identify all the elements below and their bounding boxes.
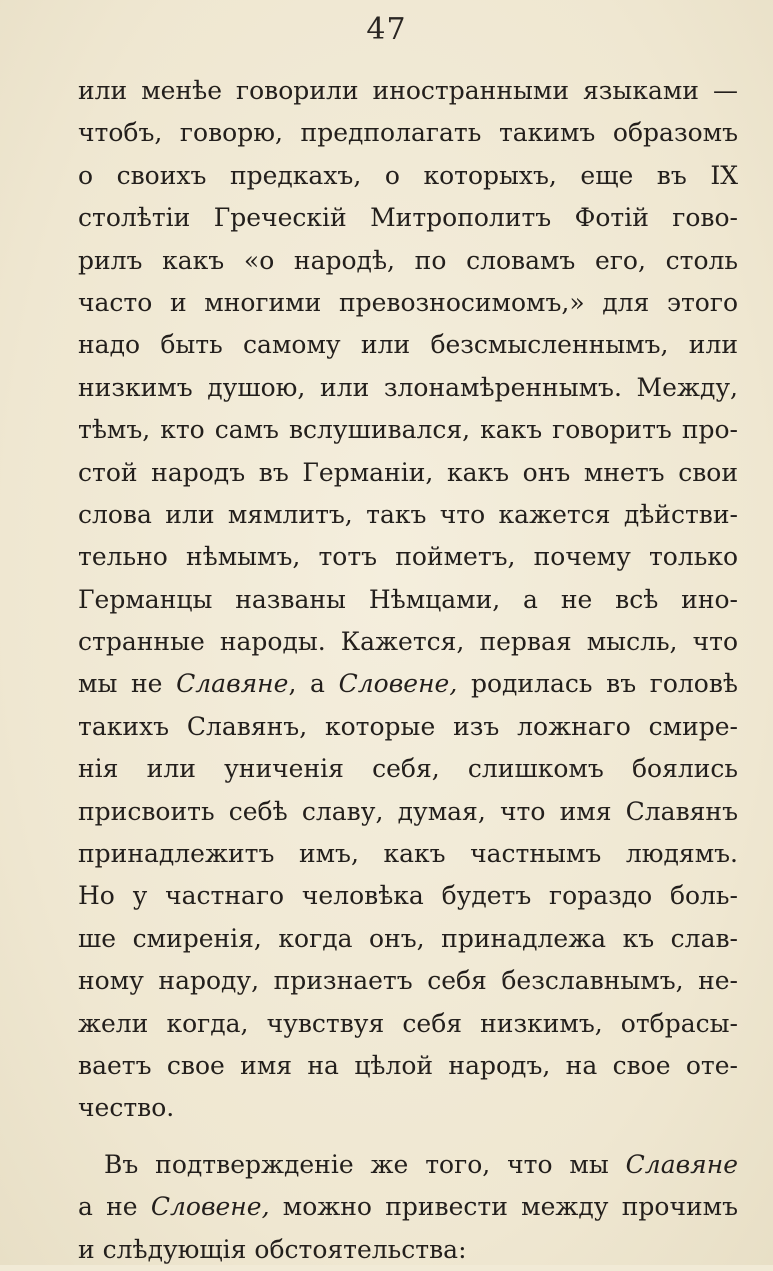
text-line: ваетъ свое имя на цѣлой народъ, на свое оте- bbox=[78, 1050, 738, 1080]
text-line: или менѣе говорили иностранными языками — bbox=[78, 76, 738, 105]
italic-term-slavyane: Славяне bbox=[625, 1149, 738, 1179]
text-line: Германцы названы Нѣмцами, а не всѣ ино- bbox=[78, 584, 738, 614]
text-fragment: мы не bbox=[78, 669, 177, 699]
text-line: тельно нѣмымъ, тотъ пойметъ, почему только bbox=[78, 542, 738, 572]
text-line: Но у частнаго человѣка будетъ гораздо боль- bbox=[78, 881, 738, 911]
italic-term-slavyane: Славяне bbox=[176, 669, 289, 699]
text-line: столѣтіи Греческій Митрополитъ Фотій гово- bbox=[78, 203, 738, 233]
text-line-with-italics bbox=[78, 663, 738, 705]
text-line: слова или мямлитъ, такъ что кажется дѣйстви- bbox=[78, 499, 738, 529]
text-fragment: Въ подтвержденіе же того, что мы bbox=[104, 1149, 626, 1179]
text-line: о своихъ предкахъ, о которыхъ, еще въ IX bbox=[78, 160, 738, 190]
text-line-last: чество. bbox=[78, 1093, 175, 1123]
text-line: надо быть самому или безсмысленнымъ, или bbox=[78, 330, 738, 360]
text-line: присвоить себѣ славу, думая, что имя Славянъ bbox=[78, 796, 738, 826]
text-line: стой народъ въ Германіи, какъ онъ мнетъ свои bbox=[78, 457, 738, 487]
text-line: низкимъ душою, или злонамѣреннымъ. Между, bbox=[78, 372, 738, 402]
text-fragment: а не bbox=[78, 1192, 151, 1222]
text-line: такихъ Славянъ, которые изъ ложнаго смире- bbox=[78, 711, 738, 741]
text-line: ше смиренія, когда онъ, принадлежа къ слав- bbox=[78, 923, 738, 953]
text-line-last: и слѣдующія обстоятельства: bbox=[78, 1234, 467, 1264]
page-number: 47 bbox=[366, 12, 407, 47]
text-line: жели когда, чувствуя себя низкимъ, отбрасы- bbox=[78, 1008, 738, 1038]
italic-term-slovene: Словене, bbox=[150, 1192, 270, 1222]
text-line: чтобъ, говорю, предполагать такимъ образомъ bbox=[78, 118, 738, 148]
text-fragment: , а bbox=[288, 669, 339, 699]
text-fragment: родилась въ головѣ bbox=[457, 669, 738, 699]
text-line-with-italics bbox=[78, 1144, 738, 1186]
body-text bbox=[78, 70, 738, 1271]
paragraph-gap bbox=[78, 1130, 738, 1144]
text-line: часто и многими превозносимомъ,» для этого bbox=[78, 287, 738, 317]
text-line: нія или униченія себя, слишкомъ боялись bbox=[78, 754, 738, 784]
text-line: ному народу, признаетъ себя безславнымъ, не- bbox=[78, 966, 738, 996]
text-line: странные народы. Кажется, первая мысль, что bbox=[78, 627, 738, 657]
text-line-with-italics bbox=[78, 1186, 738, 1228]
text-line: рилъ какъ «о народѣ, по словамъ его, столь bbox=[78, 245, 738, 275]
text-line: принадлежитъ имъ, какъ частнымъ людямъ. bbox=[78, 839, 738, 869]
italic-term-slovene: Словене, bbox=[338, 669, 458, 699]
text-fragment: можно привести между прочимъ bbox=[269, 1192, 738, 1222]
text-line: тѣмъ, кто самъ вслушивался, какъ говоритъ про- bbox=[78, 415, 738, 445]
